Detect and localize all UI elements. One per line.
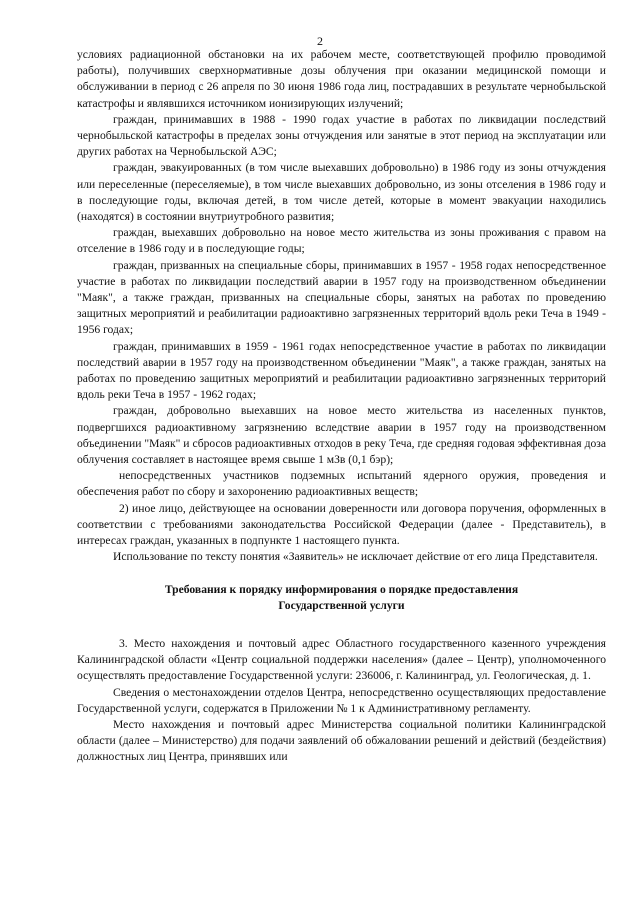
- section-heading-line-2: Государственной услуги: [278, 598, 405, 612]
- paragraph-representative: 2) иное лицо, действующее на основании доверенности или договора поручения, оформленных в соответствии с требованиями законодательства Российской Федерации (далее - Представитель), в интересах граждан, указанных в подпункте 1 настоящего пункта.: [77, 501, 606, 548]
- paragraph-chernobyl-1988-1990: граждан, принимавших в 1988 - 1990 годах участие в работах по ликвидации последствий чернобыльской катастрофы в пределах зоны отчуждения или занятые в этот период на эксплуатации или других работах на Чернобыльской АЭС;: [77, 112, 606, 159]
- paragraph-voluntary-relocation: граждан, выехавших добровольно на новое место жительства из зоны проживания с правом на отселение в 1986 году и в последующие годы;: [77, 226, 606, 256]
- paragraph-departments-info: Сведения о местонахождении отделов Центра, непосредственно осуществляющих предоставление Государственной услуги, содержатся в Приложении № 1 к Административному регламенту.: [77, 685, 606, 715]
- section-heading-line-1: Требования к порядку информирования о порядке предоставления: [164, 582, 519, 596]
- paragraph-center-address: 3. Место нахождения и почтовый адрес Областного государственного казенного учреждения Калининградской области «Центр социальной поддержки населения» (далее – Центр), уполномоченного осуществлять предоставление Государственной услуги: 236006, г. Калининград, ул. Геологическая, д. 1.: [77, 636, 606, 683]
- page-number: 2: [317, 34, 323, 48]
- paragraph-applicant-term: Использование по тексту понятия «Заявитель» не исключает действие от его лица Представителя.: [113, 550, 598, 564]
- paragraph-mayak-1957-1958: граждан, призванных на специальные сборы, принимавших в 1957 - 1958 годах непосредственное участие в работах по ликвидации последствий аварии в 1957 году на производственном объединении "Маяк", а также граждан, призванных на специальные сборы, занятых на работах по проведению защитных мероприятий и реабилитации радиоактивно загрязненных территорий вдоль реки Теча в 1949 - 1956 годах;: [77, 258, 606, 337]
- paragraph-nuclear-tests: непосредственных участников подземных испытаний ядерного оружия, проведения и обеспечения работ по сбору и захоронению радиоактивных веществ;: [77, 469, 606, 499]
- paragraph-techa-relocation: граждан, добровольно выехавших на новое место жительства из населенных пунктов, подвергшихся радиоактивному загрязнению вследствие аварии в 1957 году на производственном объединении "Маяк" и сбросов радиоактивных отходов в реку Теча, где средняя годовая эффективная доза облучения составляет в настоящее время свыше 1 мЗв (0,1 бэр);: [77, 404, 606, 467]
- document-body: [77, 47, 606, 766]
- paragraph-radiation-conditions: условиях радиационной обстановки на их рабочем месте, соответствующей профилю проводимой работы), получивших сверхнормативные дозы облучения при оказании медицинской помощи и обслуживании в период с 26 апреля по 30 июня 1986 года лиц, пострадавших в результате чернобыльской катастрофы и являвшихся источником ионизирующих излучений;: [77, 48, 606, 110]
- paragraph-evacuated-1986: граждан, эвакуированных (в том числе выехавших добровольно) в 1986 году из зоны отчуждения или переселенные (переселяемые), в том числе выехавших добровольно, из зоны отселения в 1986 году и в последующие годы, включая детей, в том числе детей, которые в момент эвакуации находились (находятся) в состоянии внутриутробного развития;: [77, 161, 606, 224]
- paragraph-mayak-1959-1961: граждан, принимавших в 1959 - 1961 годах непосредственное участие в работах по ликвидации последствий аварии в 1957 году на производственном объединении "Маяк", а также граждан, занятых на работах по проведению защитных мероприятий и реабилитации радиоактивно загрязненных территорий вдоль реки Теча в 1957 - 1962 годах;: [77, 339, 606, 402]
- paragraph-ministry-address: Место нахождения и почтовый адрес Министерства социальной политики Калининградской области (далее – Министерство) для подачи заявлений об обжаловании решений и действий (бездействия) должностных лиц Центра, принявших или: [77, 717, 606, 764]
